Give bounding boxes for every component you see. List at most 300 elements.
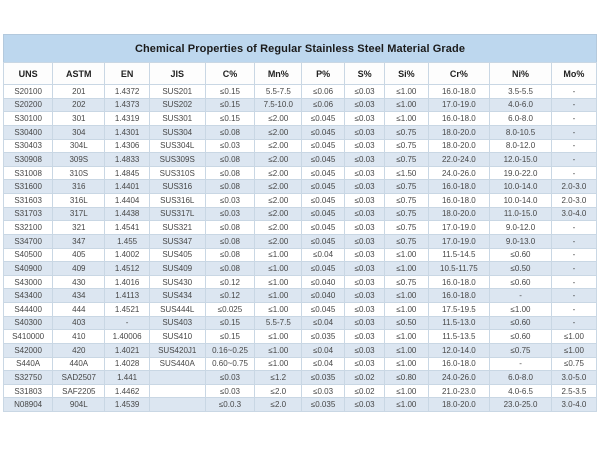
steel-grade-table-wrap bbox=[3, 34, 597, 412]
cell: ≤0.045 bbox=[302, 303, 345, 317]
cell: ≤0.75 bbox=[385, 139, 428, 153]
column-header-mn: Mn% bbox=[255, 63, 302, 85]
table-row bbox=[4, 316, 597, 330]
cell: 10.0-14.0 bbox=[490, 180, 552, 194]
cell: SAD2507 bbox=[53, 371, 105, 385]
cell: ≤0.04 bbox=[302, 248, 345, 262]
cell: 6.0-8.0 bbox=[490, 371, 552, 385]
cell: ≤0.15 bbox=[205, 85, 255, 99]
cell: 4.0-6.0 bbox=[490, 98, 552, 112]
cell: 440A bbox=[53, 357, 105, 371]
cell: 1.4539 bbox=[105, 398, 149, 412]
cell: 17.0-19.0 bbox=[428, 221, 490, 235]
cell: ≤1.00 bbox=[255, 343, 302, 357]
cell: ≤2.00 bbox=[255, 207, 302, 221]
cell: 1.4373 bbox=[105, 98, 149, 112]
cell: SUS202 bbox=[149, 98, 205, 112]
cell: ≤0.75 bbox=[551, 357, 596, 371]
cell: ≤2.00 bbox=[255, 221, 302, 235]
cell: S32750 bbox=[4, 371, 53, 385]
cell: ≤0.04 bbox=[302, 343, 345, 357]
cell: 1.4301 bbox=[105, 125, 149, 139]
table-row bbox=[4, 234, 597, 248]
cell: ≤0.045 bbox=[302, 262, 345, 276]
cell: 18.0-20.0 bbox=[428, 398, 490, 412]
cell: S20100 bbox=[4, 85, 53, 99]
table-row bbox=[4, 125, 597, 139]
cell: 1.4372 bbox=[105, 85, 149, 99]
cell: SUS304L bbox=[149, 139, 205, 153]
cell: - bbox=[551, 85, 596, 99]
cell: SUS409 bbox=[149, 262, 205, 276]
cell: ≤1.00 bbox=[255, 248, 302, 262]
cell: ≤0.03 bbox=[205, 207, 255, 221]
cell: 444 bbox=[53, 303, 105, 317]
cell bbox=[149, 384, 205, 398]
cell: ≤0.03 bbox=[344, 289, 384, 303]
table-row bbox=[4, 180, 597, 194]
cell: ≤0.50 bbox=[490, 262, 552, 276]
column-header-jis: JIS bbox=[149, 63, 205, 85]
cell: ≤0.03 bbox=[344, 343, 384, 357]
table-body bbox=[4, 85, 597, 412]
cell: ≤2.00 bbox=[255, 180, 302, 194]
cell: ≤0.75 bbox=[385, 153, 428, 167]
cell: ≤0.03 bbox=[344, 112, 384, 126]
cell: ≤0.75 bbox=[490, 343, 552, 357]
cell: ≤0.06 bbox=[302, 85, 345, 99]
cell: 2.0-3.0 bbox=[551, 194, 596, 208]
cell: ≤2.0 bbox=[255, 384, 302, 398]
cell: ≤0.60 bbox=[490, 275, 552, 289]
table-header bbox=[4, 63, 597, 85]
column-header-ni: Ni% bbox=[490, 63, 552, 85]
cell: ≤0.75 bbox=[385, 180, 428, 194]
cell: ≤0.03 bbox=[344, 303, 384, 317]
cell: ≤0.03 bbox=[344, 153, 384, 167]
cell: 410 bbox=[53, 330, 105, 344]
column-header-en: EN bbox=[105, 63, 149, 85]
cell: ≤0.03 bbox=[344, 180, 384, 194]
cell: 403 bbox=[53, 316, 105, 330]
cell: ≤0.02 bbox=[344, 384, 384, 398]
table-row bbox=[4, 357, 597, 371]
column-header-si: Si% bbox=[385, 63, 428, 85]
cell: SUS304 bbox=[149, 125, 205, 139]
cell: ≤0.040 bbox=[302, 275, 345, 289]
cell: ≤0.75 bbox=[385, 194, 428, 208]
cell: ≤0.60 bbox=[490, 330, 552, 344]
cell: N08904 bbox=[4, 398, 53, 412]
cell: - bbox=[490, 357, 552, 371]
cell: - bbox=[551, 289, 596, 303]
cell: 1.4113 bbox=[105, 289, 149, 303]
cell: 1.455 bbox=[105, 234, 149, 248]
cell: ≤0.03 bbox=[344, 398, 384, 412]
cell: 420 bbox=[53, 343, 105, 357]
column-header-mo: Mo% bbox=[551, 63, 596, 85]
cell: S40900 bbox=[4, 262, 53, 276]
cell: ≤1.00 bbox=[385, 398, 428, 412]
cell: ≤0.03 bbox=[344, 98, 384, 112]
column-header-c: C% bbox=[205, 63, 255, 85]
cell: 7.5-10.0 bbox=[255, 98, 302, 112]
cell: 24.0-26.0 bbox=[428, 371, 490, 385]
cell: ≤0.02 bbox=[344, 371, 384, 385]
cell: ≤1.00 bbox=[255, 303, 302, 317]
cell: 12.0-15.0 bbox=[490, 153, 552, 167]
cell: 304L bbox=[53, 139, 105, 153]
cell: ≤0.035 bbox=[302, 371, 345, 385]
cell: SUS316L bbox=[149, 194, 205, 208]
cell: ≤0.03 bbox=[344, 262, 384, 276]
cell: SUS405 bbox=[149, 248, 205, 262]
cell: S31803 bbox=[4, 384, 53, 398]
cell: ≤2.00 bbox=[255, 166, 302, 180]
cell: 1.4512 bbox=[105, 262, 149, 276]
cell: S31603 bbox=[4, 194, 53, 208]
cell: S410000 bbox=[4, 330, 53, 344]
cell: ≤0.03 bbox=[344, 234, 384, 248]
cell: 11.5-13.0 bbox=[428, 316, 490, 330]
cell: ≤0.15 bbox=[205, 98, 255, 112]
cell: ≤0.50 bbox=[385, 316, 428, 330]
cell: 434 bbox=[53, 289, 105, 303]
cell: 309S bbox=[53, 153, 105, 167]
cell: 16.0-18.0 bbox=[428, 357, 490, 371]
cell: ≤0.025 bbox=[205, 303, 255, 317]
cell: - bbox=[551, 221, 596, 235]
cell: 1.4462 bbox=[105, 384, 149, 398]
cell: ≤1.00 bbox=[385, 330, 428, 344]
cell: ≤0.75 bbox=[385, 207, 428, 221]
table-row bbox=[4, 371, 597, 385]
cell: SUS316 bbox=[149, 180, 205, 194]
table-title: Chemical Properties of Regular Stainless Steel Material Grade bbox=[3, 34, 597, 62]
cell: ≤0.045 bbox=[302, 139, 345, 153]
cell: 16.0-18.0 bbox=[428, 289, 490, 303]
cell bbox=[149, 398, 205, 412]
cell: ≤0.75 bbox=[385, 125, 428, 139]
cell: 1.4541 bbox=[105, 221, 149, 235]
cell: ≤0.75 bbox=[385, 234, 428, 248]
cell: SUS410 bbox=[149, 330, 205, 344]
cell: S440A bbox=[4, 357, 53, 371]
cell: 0.16~0.25 bbox=[205, 343, 255, 357]
cell: SUS201 bbox=[149, 85, 205, 99]
cell: ≤0.03 bbox=[344, 194, 384, 208]
cell: 6.0-8.0 bbox=[490, 112, 552, 126]
cell: - bbox=[551, 316, 596, 330]
cell: 1.4028 bbox=[105, 357, 149, 371]
cell: ≤0.60 bbox=[490, 248, 552, 262]
cell: 10.5-11.75 bbox=[428, 262, 490, 276]
cell: - bbox=[551, 98, 596, 112]
cell: ≤2.0 bbox=[255, 398, 302, 412]
cell: ≤0.045 bbox=[302, 112, 345, 126]
table-row bbox=[4, 330, 597, 344]
cell: ≤0.03 bbox=[344, 125, 384, 139]
cell: SUS420J1 bbox=[149, 343, 205, 357]
cell: 17.0-19.0 bbox=[428, 234, 490, 248]
cell: 1.4833 bbox=[105, 153, 149, 167]
cell: SUS310S bbox=[149, 166, 205, 180]
cell: 3.0-4.0 bbox=[551, 207, 596, 221]
cell: ≤1.2 bbox=[255, 371, 302, 385]
cell: 430 bbox=[53, 275, 105, 289]
table-row bbox=[4, 289, 597, 303]
cell: 2.5-3.5 bbox=[551, 384, 596, 398]
cell: ≤0.04 bbox=[302, 316, 345, 330]
cell bbox=[149, 371, 205, 385]
cell: ≤0.60 bbox=[490, 316, 552, 330]
cell: ≤0.0.3 bbox=[205, 398, 255, 412]
cell: ≤0.045 bbox=[302, 125, 345, 139]
cell: ≤2.00 bbox=[255, 153, 302, 167]
cell: ≤0.03 bbox=[344, 166, 384, 180]
cell: ≤0.040 bbox=[302, 289, 345, 303]
cell: ≤1.00 bbox=[255, 357, 302, 371]
cell: - bbox=[551, 303, 596, 317]
cell: 17.5-19.5 bbox=[428, 303, 490, 317]
cell: ≤1.00 bbox=[385, 357, 428, 371]
cell: 201 bbox=[53, 85, 105, 99]
cell: 1.40006 bbox=[105, 330, 149, 344]
cell: SUS434 bbox=[149, 289, 205, 303]
cell: SUS301 bbox=[149, 112, 205, 126]
cell: SUS321 bbox=[149, 221, 205, 235]
cell: ≤0.08 bbox=[205, 180, 255, 194]
cell: - bbox=[105, 316, 149, 330]
cell: ≤1.00 bbox=[385, 112, 428, 126]
cell: - bbox=[551, 248, 596, 262]
cell: 8.0-12.0 bbox=[490, 139, 552, 153]
cell: - bbox=[551, 166, 596, 180]
cell: ≤1.00 bbox=[385, 343, 428, 357]
cell: 1.4404 bbox=[105, 194, 149, 208]
cell: ≤1.00 bbox=[551, 343, 596, 357]
cell: ≤0.12 bbox=[205, 289, 255, 303]
cell: ≤0.03 bbox=[344, 207, 384, 221]
cell: S44400 bbox=[4, 303, 53, 317]
cell: S32100 bbox=[4, 221, 53, 235]
cell: 3.0-5.0 bbox=[551, 371, 596, 385]
cell: S20200 bbox=[4, 98, 53, 112]
table-row bbox=[4, 85, 597, 99]
cell: SUS444L bbox=[149, 303, 205, 317]
table-row bbox=[4, 343, 597, 357]
cell: ≤0.03 bbox=[344, 357, 384, 371]
cell: 22.0-24.0 bbox=[428, 153, 490, 167]
cell: - bbox=[551, 275, 596, 289]
cell: ≤0.03 bbox=[344, 248, 384, 262]
cell: ≤0.08 bbox=[205, 166, 255, 180]
table-row bbox=[4, 248, 597, 262]
cell: SAF2205 bbox=[53, 384, 105, 398]
cell: S31600 bbox=[4, 180, 53, 194]
cell: - bbox=[551, 153, 596, 167]
cell: ≤1.00 bbox=[255, 275, 302, 289]
cell: 317L bbox=[53, 207, 105, 221]
cell: 17.0-19.0 bbox=[428, 98, 490, 112]
cell: 904L bbox=[53, 398, 105, 412]
cell: ≤2.00 bbox=[255, 234, 302, 248]
cell: SUS347 bbox=[149, 234, 205, 248]
cell: S30908 bbox=[4, 153, 53, 167]
cell: S34700 bbox=[4, 234, 53, 248]
cell: 12.0-14.0 bbox=[428, 343, 490, 357]
cell: 23.0-25.0 bbox=[490, 398, 552, 412]
cell: 18.0-20.0 bbox=[428, 139, 490, 153]
cell: 19.0-22.0 bbox=[490, 166, 552, 180]
table-row bbox=[4, 207, 597, 221]
table-row bbox=[4, 194, 597, 208]
table-row bbox=[4, 303, 597, 317]
cell: S40300 bbox=[4, 316, 53, 330]
cell: ≤0.15 bbox=[205, 316, 255, 330]
table-row bbox=[4, 262, 597, 276]
table-row bbox=[4, 166, 597, 180]
column-header-p: P% bbox=[302, 63, 345, 85]
cell: ≤1.00 bbox=[385, 262, 428, 276]
cell: 11.5-13.5 bbox=[428, 330, 490, 344]
cell: 10.0-14.0 bbox=[490, 194, 552, 208]
table-row bbox=[4, 221, 597, 235]
cell: ≤0.035 bbox=[302, 330, 345, 344]
cell: 1.441 bbox=[105, 371, 149, 385]
cell: ≤0.75 bbox=[385, 221, 428, 235]
cell: 2.0-3.0 bbox=[551, 180, 596, 194]
cell: 0.60~0.75 bbox=[205, 357, 255, 371]
cell: 16.0-18.0 bbox=[428, 112, 490, 126]
cell: ≤0.08 bbox=[205, 234, 255, 248]
table-row bbox=[4, 112, 597, 126]
cell: ≤0.03 bbox=[344, 221, 384, 235]
cell: 1.4845 bbox=[105, 166, 149, 180]
cell: ≤0.045 bbox=[302, 207, 345, 221]
cell: S43000 bbox=[4, 275, 53, 289]
cell: - bbox=[551, 234, 596, 248]
cell: ≤0.045 bbox=[302, 166, 345, 180]
cell: 1.4401 bbox=[105, 180, 149, 194]
column-header-uns: UNS bbox=[4, 63, 53, 85]
cell: 5.5-7.5 bbox=[255, 316, 302, 330]
cell: 1.4438 bbox=[105, 207, 149, 221]
cell: ≤0.03 bbox=[344, 85, 384, 99]
cell: 21.0-23.0 bbox=[428, 384, 490, 398]
table-row bbox=[4, 98, 597, 112]
cell: ≤0.035 bbox=[302, 398, 345, 412]
cell: ≤0.03 bbox=[344, 139, 384, 153]
cell: ≤1.00 bbox=[385, 289, 428, 303]
cell: 9.0-13.0 bbox=[490, 234, 552, 248]
cell: 316 bbox=[53, 180, 105, 194]
cell: 1.4002 bbox=[105, 248, 149, 262]
cell: 405 bbox=[53, 248, 105, 262]
chemical-properties-table bbox=[3, 62, 597, 412]
cell: ≤0.045 bbox=[302, 234, 345, 248]
cell: 304 bbox=[53, 125, 105, 139]
cell: 11.5-14.5 bbox=[428, 248, 490, 262]
cell: ≤0.03 bbox=[205, 384, 255, 398]
cell: ≤0.08 bbox=[205, 221, 255, 235]
cell: 1.4521 bbox=[105, 303, 149, 317]
cell: 310S bbox=[53, 166, 105, 180]
cell: 321 bbox=[53, 221, 105, 235]
cell: S30403 bbox=[4, 139, 53, 153]
cell: 16.0-18.0 bbox=[428, 194, 490, 208]
cell: SUS403 bbox=[149, 316, 205, 330]
cell: - bbox=[551, 112, 596, 126]
cell: ≤1.00 bbox=[385, 85, 428, 99]
cell: ≤0.03 bbox=[344, 275, 384, 289]
table-row bbox=[4, 384, 597, 398]
cell: S43400 bbox=[4, 289, 53, 303]
cell: 347 bbox=[53, 234, 105, 248]
cell: ≤1.00 bbox=[255, 262, 302, 276]
cell: ≤0.03 bbox=[302, 384, 345, 398]
cell: - bbox=[490, 289, 552, 303]
cell: S42000 bbox=[4, 343, 53, 357]
cell: 1.4319 bbox=[105, 112, 149, 126]
cell: 8.0-10.5 bbox=[490, 125, 552, 139]
cell: ≤1.00 bbox=[490, 303, 552, 317]
cell: SUS317L bbox=[149, 207, 205, 221]
cell: ≤0.06 bbox=[302, 98, 345, 112]
cell: 18.0-20.0 bbox=[428, 207, 490, 221]
cell: 1.4016 bbox=[105, 275, 149, 289]
cell: ≤0.15 bbox=[205, 330, 255, 344]
cell: 202 bbox=[53, 98, 105, 112]
cell: 16.0-18.0 bbox=[428, 180, 490, 194]
cell: 3.5-5.5 bbox=[490, 85, 552, 99]
cell: ≤0.12 bbox=[205, 275, 255, 289]
cell: 1.4306 bbox=[105, 139, 149, 153]
cell: ≤0.045 bbox=[302, 180, 345, 194]
cell: S30100 bbox=[4, 112, 53, 126]
cell: 11.0-15.0 bbox=[490, 207, 552, 221]
cell: 409 bbox=[53, 262, 105, 276]
cell: 1.4021 bbox=[105, 343, 149, 357]
cell: ≤1.00 bbox=[385, 303, 428, 317]
cell: ≤0.045 bbox=[302, 153, 345, 167]
cell: 18.0-20.0 bbox=[428, 125, 490, 139]
cell: ≤2.00 bbox=[255, 194, 302, 208]
cell: 4.0-6.5 bbox=[490, 384, 552, 398]
cell: ≤2.00 bbox=[255, 112, 302, 126]
cell: S30400 bbox=[4, 125, 53, 139]
table-row bbox=[4, 275, 597, 289]
cell: ≤0.03 bbox=[205, 371, 255, 385]
cell: 5.5-7.5 bbox=[255, 85, 302, 99]
cell: 16.0-18.0 bbox=[428, 275, 490, 289]
cell: ≤1.00 bbox=[385, 248, 428, 262]
column-header-cr: Cr% bbox=[428, 63, 490, 85]
cell: ≤0.045 bbox=[302, 221, 345, 235]
cell: ≤0.03 bbox=[205, 194, 255, 208]
cell: ≤0.08 bbox=[205, 153, 255, 167]
cell: SUS440A bbox=[149, 357, 205, 371]
cell: ≤0.03 bbox=[205, 139, 255, 153]
cell: ≤1.00 bbox=[255, 289, 302, 303]
cell: - bbox=[551, 262, 596, 276]
cell: ≤1.00 bbox=[255, 330, 302, 344]
cell: ≤2.00 bbox=[255, 139, 302, 153]
cell: - bbox=[551, 139, 596, 153]
cell: ≤0.04 bbox=[302, 357, 345, 371]
cell: ≤0.03 bbox=[344, 316, 384, 330]
cell: ≤0.08 bbox=[205, 248, 255, 262]
